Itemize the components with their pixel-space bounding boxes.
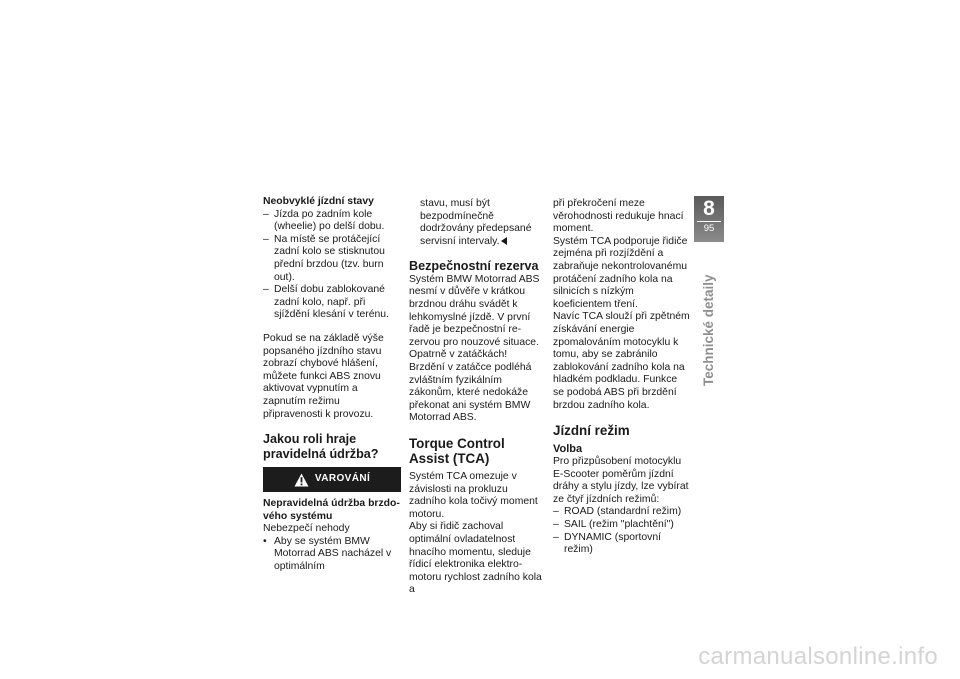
list-item: – Na místě se protáčející zadní kolo se stisknutou přední brzdou (tzv. burn out).	[263, 233, 385, 283]
watermark: carmanualsonline.info	[698, 643, 938, 670]
heading-maintenance: Jakou roli hraje pravidelná údržba?	[263, 432, 379, 461]
warning-subtitle: Nebezpečí nehody	[263, 523, 350, 535]
heading-unusual-riding: Neobvyklé jízdní stavy	[263, 196, 374, 207]
dash-marker: –	[553, 519, 559, 531]
dash-marker: –	[263, 233, 269, 245]
bullet-marker: •	[263, 535, 267, 547]
warning-triangle-icon	[294, 473, 309, 487]
paragraph-selection: Pro přizpůsobení motocyklu E-Scooter poměrům jízdní dráhy a stylu jízdy, lze vybírat ze čtyř jízdních režimů:	[553, 456, 689, 505]
dash-marker: –	[553, 506, 559, 518]
warning-label: VAROVÁNÍ	[314, 473, 371, 485]
end-mark-icon	[501, 237, 507, 245]
column-middle	[409, 198, 545, 597]
list-item: – ROAD (standardní režim)	[553, 506, 682, 518]
chapter-number: 8	[703, 197, 715, 220]
heading-riding-modes: Jízdní režim	[553, 423, 630, 439]
paragraph-continuation: stavu, musí být bezpodmínečně dodržovány předepsané servisní intervaly.	[420, 198, 532, 247]
list-item: – Delší dobu zablokované zadní kolo, např. při sjíždění klesání v terénu.	[263, 284, 389, 321]
paragraph-tca-1: Systém TCA omezuje v závislosti na prokluzu zadního kola točivý moment motoru.	[409, 471, 538, 520]
section-title: Technické detaily	[701, 274, 716, 386]
warning-banner	[263, 467, 401, 492]
dash-marker: –	[263, 284, 269, 296]
list-item: – SAIL (režim "plachtění")	[553, 519, 674, 531]
page-number: 95	[703, 223, 715, 234]
heading-tca: Torque Control Assist (TCA)	[409, 436, 505, 466]
paragraph-tca-2: Aby si řidič zachoval optimální ovladatelnost hnacího momentu, sleduje řídicí elektronika elektromotoru rychlost zadního kola a	[409, 521, 542, 596]
heading-selection: Volba	[553, 443, 583, 456]
warning-title: Nepravidelná údržba brzdového systému	[263, 498, 400, 522]
dash-marker: –	[263, 208, 269, 220]
column-right	[553, 198, 691, 557]
paragraph-reset-abs: Pokud se na základě výše popsaného jízdního stavu zobrazí chybové hlášení, můžete funkci ABS znovu aktivovat vypnutím a zapnutím režimu připravenosti k provozu.	[263, 332, 384, 420]
paragraph-tca-3: Systém TCA podporuje řidiče zejména při rozjíždění a zabraňuje nekontrolovanému protáčení zadního kola na silnicích s nízkým koeficientem tření.	[553, 235, 688, 310]
paragraph-safety-reserve: Systém BMW Motorrad ABS nesmí v důvěře v krátkou brzdnou dráhu svádět k lehkomyslné jízdě. V první řadě je bezpečnostní rezervou pro nouzové situace.	[409, 273, 540, 348]
paragraph-tca-continuation: při překročení meze věrohodnosti redukuje hnací moment.	[553, 198, 684, 235]
paragraph-caution-curves: Opatrně v zatáčkách! Brzdění v zatáčce podléhá zvláštním fyzikálním zákonům, které nedokáže překonat ani systém BMW Motorrad ABS.	[409, 349, 532, 424]
dash-marker: –	[553, 531, 559, 543]
list-item: • Aby se systém BMW Motorrad ABS nacházel v optimálním	[263, 535, 392, 573]
column-left	[263, 196, 401, 574]
section-title-wrap	[697, 246, 721, 386]
tab-divider	[697, 221, 721, 222]
chapter-tab	[694, 196, 724, 242]
list-item: – DYNAMIC (sportovní režim)	[553, 531, 662, 556]
list-item: – Jízda po zadním kole (wheelie) po delší dobu.	[263, 208, 385, 233]
heading-safety-reserve: Bezpečnostní rezerva	[409, 259, 539, 274]
paragraph-tca-4: Navíc TCA slouží při zpětném získávání energie zpomalováním motocyklu k tomu, aby se zabránilo zablokování zadního kola na hladkém podkladu. Funkce se podobá ABS při brzdění brzdou zadního kola.	[553, 311, 690, 411]
